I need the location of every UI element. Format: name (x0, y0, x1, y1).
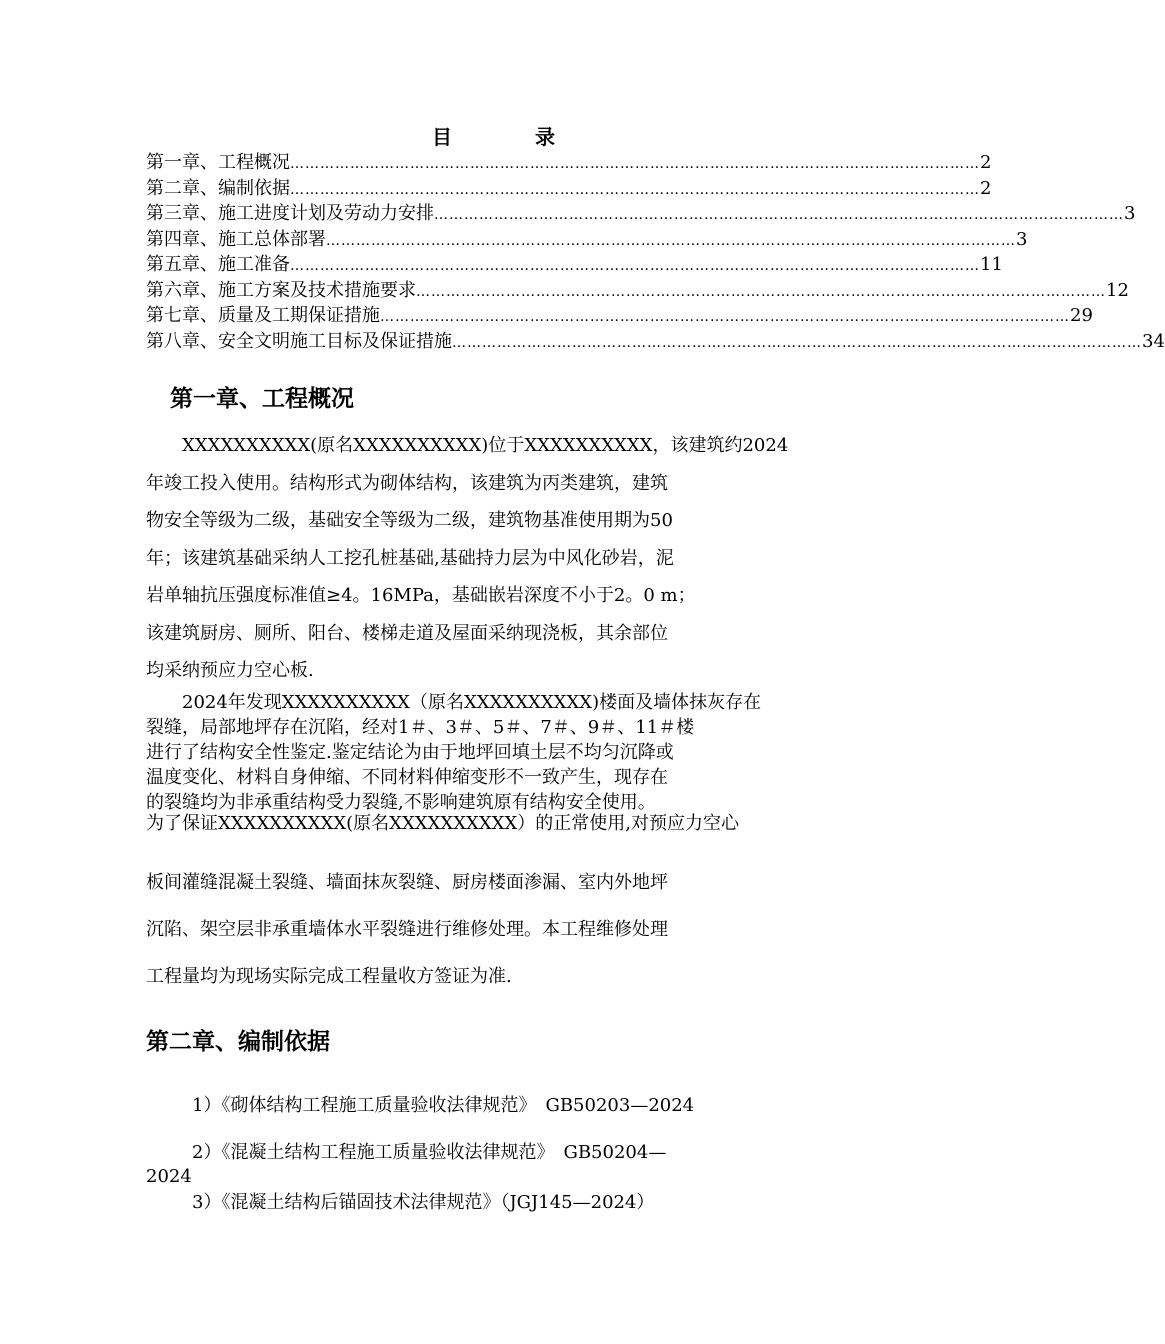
paragraph-line: 进行了结构安全性鉴定.鉴定结论为由于地坪回填土层不均匀沉降或 (146, 742, 674, 763)
toc-leader-dots: ………………………………………………………………………………………………………………………… (290, 258, 980, 274)
toc-leader-dots: ………………………………………………………………………………………………………………………… (434, 207, 1124, 223)
paragraph-line: 该建筑厨房、厕所、阳台、楼梯走道及屋面采纳现浇板，其余部位 (146, 622, 668, 644)
toc-leader-dots: ………………………………………………………………………………………………………………………… (380, 309, 1070, 325)
toc-entry[interactable] (146, 303, 1093, 329)
paragraph-line: 温度变化、材料自身伸缩、不同材料伸缩变形不一致产生，现存在 (146, 767, 668, 788)
chapter1-paragraph-1 (146, 427, 806, 690)
toc-entry[interactable] (146, 201, 1136, 227)
toc-entry-page: 3 (1124, 203, 1136, 224)
toc-entry-label: 第三章、施工进度计划及劳动力安排 (146, 203, 434, 224)
paragraph-line: 裂缝，局部地坪存在沉陷，经对1＃、3＃、5＃、7＃、9＃、11＃楼 (146, 717, 695, 738)
toc-entry-page: 34 (1142, 330, 1165, 352)
toc-entry-page: 12 (1106, 279, 1129, 301)
paragraph-line: 沉陷、架空层非承重墙体水平裂缝进行维修处理。本工程维修处理 (146, 919, 668, 940)
toc-entry-label: 第五章、施工准备 (146, 254, 290, 275)
toc-title: 目 录 (432, 125, 593, 149)
reference-item: 3）《混凝土结构后锚固技术法律规范》（JGJ145—2024） (192, 1192, 655, 1213)
toc-entry[interactable] (146, 176, 992, 202)
toc-entry-label: 第七章、质量及工期保证措施 (146, 305, 380, 326)
toc-entry-page: 3 (1016, 228, 1028, 250)
toc-entry[interactable] (146, 150, 992, 176)
toc-leader-dots: ………………………………………………………………………………………………………………………… (326, 232, 1016, 249)
paragraph-line: 年；该建筑基础采纳人工挖孔桩基础,基础持力层为中风化砂岩，泥 (146, 547, 674, 569)
toc-leader-dots: ………………………………………………………………………………………………………………………… (290, 181, 980, 198)
toc-entry-label: 第四章、施工总体部署 (146, 228, 326, 250)
toc-entry-page: 29 (1070, 305, 1093, 326)
toc-entry[interactable] (146, 227, 1028, 253)
reference-item: 1）《砌体结构工程施工质量验收法律规范》 GB50203—2024 (192, 1095, 695, 1116)
paragraph-line: 的裂缝均为非承重结构受力裂缝,不影响建筑原有结构安全使用。 (146, 792, 656, 813)
toc-entry-label: 第六章、施工方案及技术措施要求 (146, 279, 416, 301)
toc-leader-dots: ………………………………………………………………………………………………………………………… (452, 334, 1142, 351)
paragraph-line: 年竣工投入使用。结构形式为砌体结构，该建筑为丙类建筑，建筑 (146, 472, 668, 494)
chapter2-heading: 第二章、编制依据 (146, 1028, 330, 1055)
toc-entry-page: 2 (980, 177, 992, 199)
paragraph-line: 2024年发现XXXXXXXXXX（原名XXXXXXXXXX)楼面及墙体抹灰存在 (182, 692, 762, 713)
toc-leader-dots: ………………………………………………………………………………………………………………………… (290, 156, 980, 172)
chapter1-paragraph-3 (146, 812, 806, 1000)
paragraph-line: 工程量均为现场实际完成工程量收方签证为准. (146, 966, 512, 987)
toc-leader-dots: ………………………………………………………………………………………………………………………… (416, 283, 1106, 300)
chapter1-paragraph-2 (146, 690, 806, 815)
paragraph-line: 板间灌缝混凝土裂缝、墙面抹灰裂缝、厨房楼面渗漏、室内外地坪 (146, 872, 668, 893)
toc-entry-label: 第一章、工程概况 (146, 152, 290, 173)
toc-entry[interactable] (146, 278, 1129, 304)
reference-item-continuation: 2024 (146, 1166, 192, 1187)
toc-entry-label: 第二章、编制依据 (146, 177, 290, 199)
chapter1-heading: 第一章、工程概况 (170, 385, 354, 412)
paragraph-line: 物安全等级为二级，基础安全等级为二级，建筑物基准使用期为50 (146, 510, 673, 531)
paragraph-line: 岩单轴抗压强度标准值≥4。16MPa，基础嵌岩深度不小于2。0 m； (146, 585, 696, 606)
paragraph-line: XXXXXXXXXX(原名XXXXXXXXXX)位于XXXXXXXXXX，该建筑约2024 (182, 435, 789, 456)
toc-entry[interactable] (146, 329, 1165, 355)
toc-entry-page: 11 (980, 254, 1003, 275)
toc-entry-label: 第八章、安全文明施工目标及保证措施 (146, 330, 452, 352)
toc-entry[interactable] (146, 252, 1003, 278)
paragraph-line: 为了保证XXXXXXXXXX(原名XXXXXXXXXX）的正常使用,对预应力空心 (146, 813, 740, 834)
paragraph-line: 均采纳预应力空心板. (146, 660, 314, 681)
table-of-contents (146, 150, 1165, 354)
reference-item: 2）《混凝土结构工程施工质量验收法律规范》 GB50204— (192, 1142, 667, 1163)
toc-entry-page: 2 (980, 152, 992, 173)
